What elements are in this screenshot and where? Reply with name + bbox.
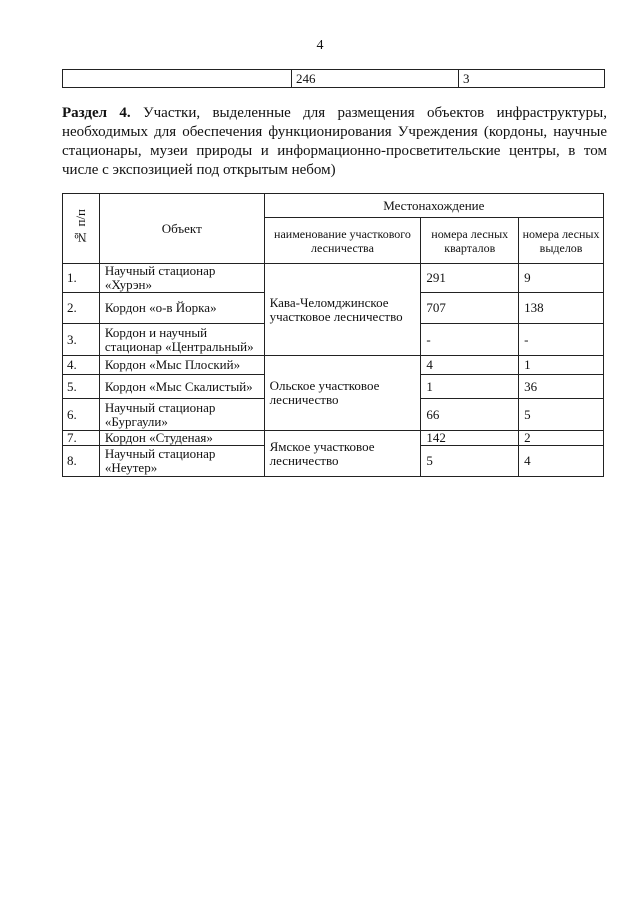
header-forestry: наименование участкового лесничества xyxy=(264,218,421,264)
row-quarter: - xyxy=(421,324,519,356)
row-object: Научный стационар «Хурэн» xyxy=(99,264,264,293)
header-quarters: номера лесных кварталов xyxy=(421,218,519,264)
table-header-row xyxy=(63,194,604,218)
table-cell: 246 xyxy=(292,70,459,88)
section-heading xyxy=(62,104,607,180)
row-num: 2. xyxy=(63,293,100,324)
row-quarter: 66 xyxy=(421,399,519,431)
row-plot: 2 xyxy=(519,431,604,446)
row-object: Кордон «Мыс Скалистый» xyxy=(99,375,264,399)
header-num: № п/п xyxy=(63,194,100,264)
continuation-table xyxy=(62,69,605,88)
section-text: Участки, выделенные для размещения объектов инфраструктуры, необходимых для обеспечения функционирования Учреждения (кордоны, научные стационары, музеи природы и информационно-просветительские центры, в том числе с экспозицией под открытым небом) xyxy=(62,105,607,178)
header-location: Местонахождение xyxy=(264,194,603,218)
row-num: 5. xyxy=(63,375,100,399)
row-quarter: 1 xyxy=(421,375,519,399)
header-plots: номера лесных выделов xyxy=(519,218,604,264)
row-plot: 4 xyxy=(519,446,604,477)
row-object: Научный стационар «Неутер» xyxy=(99,446,264,477)
table-cell: 3 xyxy=(459,70,605,88)
row-plot: 36 xyxy=(519,375,604,399)
header-object: Объект xyxy=(99,194,264,264)
row-plot: - xyxy=(519,324,604,356)
row-num: 6. xyxy=(63,399,100,431)
row-plot: 9 xyxy=(519,264,604,293)
table-row xyxy=(63,356,604,375)
row-object: Кордон «Мыс Плоский» xyxy=(99,356,264,375)
row-forestry: Кава-Челомджинское участковое лесничество xyxy=(264,264,421,356)
table-cell xyxy=(63,70,292,88)
row-quarter: 4 xyxy=(421,356,519,375)
row-object: Кордон и научный стационар «Центральный» xyxy=(99,324,264,356)
row-num: 1. xyxy=(63,264,100,293)
row-forestry: Ямское участковое лесничество xyxy=(264,431,421,477)
row-quarter: 5 xyxy=(421,446,519,477)
row-plot: 1 xyxy=(519,356,604,375)
table-row xyxy=(63,431,604,446)
row-object: Кордон «о-в Йорка» xyxy=(99,293,264,324)
row-object: Кордон «Студеная» xyxy=(99,431,264,446)
infrastructure-table xyxy=(62,193,604,477)
section-label: Раздел 4. xyxy=(62,105,131,121)
row-object: Научный стационар «Бургаули» xyxy=(99,399,264,431)
page-number: 4 xyxy=(316,38,324,53)
row-forestry: Ольское участковое лесничество xyxy=(264,356,421,431)
table-row xyxy=(63,70,605,88)
row-plot: 5 xyxy=(519,399,604,431)
row-num: 7. xyxy=(63,431,100,446)
row-plot: 138 xyxy=(519,293,604,324)
row-quarter: 707 xyxy=(421,293,519,324)
row-num: 8. xyxy=(63,446,100,477)
row-num: 3. xyxy=(63,324,100,356)
table-row xyxy=(63,264,604,293)
row-quarter: 142 xyxy=(421,431,519,446)
row-num: 4. xyxy=(63,356,100,375)
row-quarter: 291 xyxy=(421,264,519,293)
